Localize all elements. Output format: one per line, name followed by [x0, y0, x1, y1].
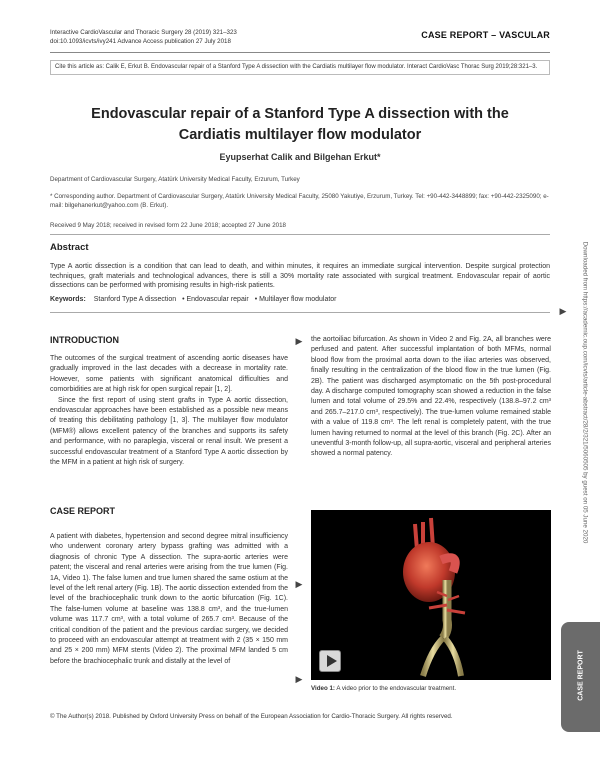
right-column-body — [311, 335, 551, 460]
section-tab — [561, 622, 600, 732]
play-icon[interactable] — [319, 650, 341, 672]
authors: Eyupserhat Calik and Bilgehan Erkut* — [219, 152, 381, 162]
caption-text: A video prior to the endovascular treatment. — [336, 685, 457, 692]
paragraph: The outcomes of the surgical treatment of ascending aortic diseases have gradually improved in the last decades with a decrease in mortality rate. However, some patients with significant anatomical difficulties and comorbidities are at high risk for open surgical repair [1, 2]. — [50, 355, 288, 394]
introduction-body — [50, 354, 288, 468]
keyword: • Endovascular repair — [182, 296, 249, 303]
journal-header — [50, 28, 237, 46]
paragraph: the aortoiliac bifurcation. As shown in Video 2 and Fig. 2A, all branches were perfused and patent. After successful implantation of both MFMs, normal blood flow from the proximal aorta down to the iliac arteries was observed, finally resulting in the centralization of the blood flow in the true lumen (Fig. 2B). The patient was discharged asymptomatic on the 5th post-procedural day. A discharge computed tomography scan showed a reduction in the false lumen and total volume of 29.5% and 22.4%, respectively (138.8–97.2 cm³ and 265.7–217.0 cm³, respectively). The true-lumen volume remained stable with a value of 119.8 cm³. The left renal is completely patent, with the true lumen having returned to normal at the level of this branch (Fig. 2C). After an uneventful 3-month follow-up, all supra-aortic, visceral and peripheral arteries showed a normal patency. — [311, 336, 551, 458]
introduction-heading: INTRODUCTION — [50, 335, 119, 345]
download-notice — [581, 196, 589, 590]
keyword: • Multilayer flow modulator — [254, 296, 337, 303]
download-notice-text: Downloaded from https://academic.oup.com/icvts/article-abstract/28/2/321/5060505 by guest on 05 June 2020 — [581, 241, 589, 544]
figure-caption — [311, 685, 456, 692]
citation-box: Cite this article as: Calik E, Erkut B. Endovascular repair of a Stanford Type A dissection with the Cardiatis multilayer flow modulator. Interact CardioVasc Thorac Surg 2019;28:321–3. — [50, 60, 550, 75]
abstract-heading: Abstract — [50, 242, 89, 253]
copyright-footer: © The Author(s) 2018. Published by Oxford University Press on behalf of the European Association for Cardio-Thoracic Surgery. All rights reserved. — [50, 713, 453, 720]
video-camera-icon[interactable]: ▶ — [559, 306, 567, 316]
video-camera-icon[interactable]: ▶ — [295, 579, 303, 589]
keyword: Stanford Type A dissection — [93, 296, 177, 303]
section-label: CASE REPORT – VASCULAR — [421, 30, 550, 40]
header-divider — [50, 52, 550, 53]
journal-name: Interactive CardioVascular and Thoracic Surgery 28 (2019) 321–323 — [50, 29, 237, 36]
case-report-body — [50, 532, 288, 667]
paragraph: A patient with diabetes, hypertension and second degree mitral insufficiency who underwent coronary artery bypass grafting was admitted with a diagnosis of chronic Type A dissection. The supra-aortic arteries were patent; the visceral and renal arteries were arising from the true lumen (Fig. 1A, Video 1). The false lumen and true lumen shared the same ostium at the level of the left renal artery (Fig. 1B). The aortic dissection extended from the level of the brachiocephalic trunk down to the aortic bifurcation (Fig. 1C). The false-lumen volume at baseline was 138.8 cm³, and the true-lumen volume was 117.7 cm³, with a total volume of 265.7 cm³. Because of the critical condition of the patient and the previous cardiac surgery, we decided to proceed with an endovascular attempt at treatment with 2 (35 × 150 mm and 25 × 200 mm) MFM stents (Video 2). The proximal MFM landed 5 cm before the brachiocephalic trunk and distally at the level of — [50, 533, 288, 665]
case-report-heading: CASE REPORT — [50, 506, 116, 516]
video-camera-icon[interactable]: ▶ — [295, 674, 303, 684]
paragraph: Since the first report of using stent grafts in Type A aortic dissection, endovascular approaches have been established as a possible new means of treating this debilitating pathology [1, 3]. The multilayer flow modulator (MFM®) allows excellent patency of the branches and supports its safety and performance, with no paraplegia, visceral or renal insult. We present a successful endovascular treatment of a Stanford Type A aortic dissection by the MFM in a patient at high risk of surgery. — [50, 396, 288, 467]
divider — [50, 234, 550, 235]
video-camera-icon[interactable]: ▶ — [295, 336, 303, 346]
video-thumbnail[interactable] — [311, 510, 551, 680]
aorta-rendering — [311, 510, 551, 680]
abstract-text: Type A aortic dissection is a condition that can lead to death, and within minutes, it requires an immediate surgical intervention. Despite surgical protection techniques, graft materials and technological advances, there is still a 30% mortality rate associated with surgical treatment. Endovascular repair of aortic dissections can be performed with promising results in high-risk patients. — [50, 263, 550, 290]
keywords-label: Keywords: — [50, 296, 86, 303]
affiliation: Department of Cardiovascular Surgery, Atatürk University Medical Faculty, Erzurum, Turkey — [50, 176, 300, 183]
caption-label: Video 1: — [311, 685, 335, 692]
article-title: Endovascular repair of a Stanford Type A dissection with the Cardiatis multilayer flow modulator — [91, 106, 509, 143]
section-tab-label: CASE REPORT — [577, 650, 585, 701]
correspondence: * Corresponding author. Department of Cardiovascular Surgery, Atatürk University Medical Faculty, 25080 Yakutiye, Erzurum, Turkey. Tel: +90-442-3448899; fax: +90-442-2325090; e-mail: bilgehanerkut@yahoo.com (B. Erkut). — [50, 193, 549, 209]
divider — [50, 312, 550, 313]
keywords — [50, 296, 341, 303]
doi-line: doi:10.1093/icvts/ivy241 Advance Access publication 27 July 2018 — [50, 38, 231, 45]
received-dates: Received 9 May 2018; received in revised form 22 June 2018; accepted 27 June 2018 — [50, 222, 286, 229]
